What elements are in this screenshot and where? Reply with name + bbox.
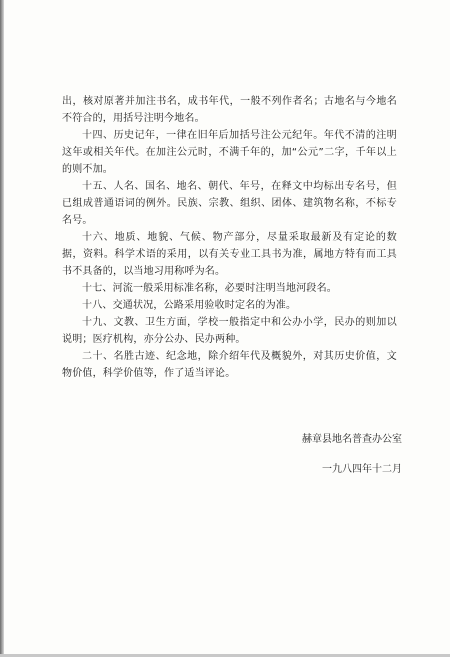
- paragraph-19-education-health: 十九、文教、卫生方面，学校一般指定中和公办小学，民办的则加以说明；医疗机构，亦分公办、民办两种。: [62, 317, 397, 345]
- body-text: [62, 93, 397, 382]
- paragraph-15-proper-names: 十五、人名、国名、地名、朝代、年号，在释文中均标出专名号，但已组成普通语词的例外。民族、宗教、组织、团体、建筑物名称，不标专名号。: [62, 181, 397, 226]
- paragraph-20-historic-sites: 二十、名胜古迹、纪念地，除介绍年代及概貌外，对其历史价值，文物价值，科学价值等，作了适当评论。: [62, 351, 397, 379]
- scan-edge-shadow: [0, 0, 4, 657]
- paragraph-continuation: 出，核对原著并加注书名，成书年代，一般不列作者名；古地名与今地名不符合的，用括号注明今地名。: [62, 96, 397, 124]
- paragraph-14-calendar: 十四、历史记年，一律在旧年后加括号注公元纪年。年代不清的注明这年或相关年代。在加注公元时，不满千年的，加“公元”二字，千年以上的则不加。: [62, 130, 397, 175]
- signature-office: 赫章县地名普查办公室: [302, 434, 402, 445]
- paragraph-17-rivers: 十七、河流一般采用标准名称，必要时注明当地河段名。: [82, 283, 337, 294]
- paragraph-18-transport: 十八、交通状况，公路采用验收时定名的为准。: [82, 300, 297, 311]
- signature-date: 一九八四年十二月: [322, 464, 402, 475]
- paragraph-16-geology: 十六、地质、地貌、气候、物产部分，尽量采取最新及有定论的数据，资料。科学术语的采用，以有关专业工具书为准，属地方特有而工具书不具备的，以当地习用称呼为名。: [62, 232, 397, 277]
